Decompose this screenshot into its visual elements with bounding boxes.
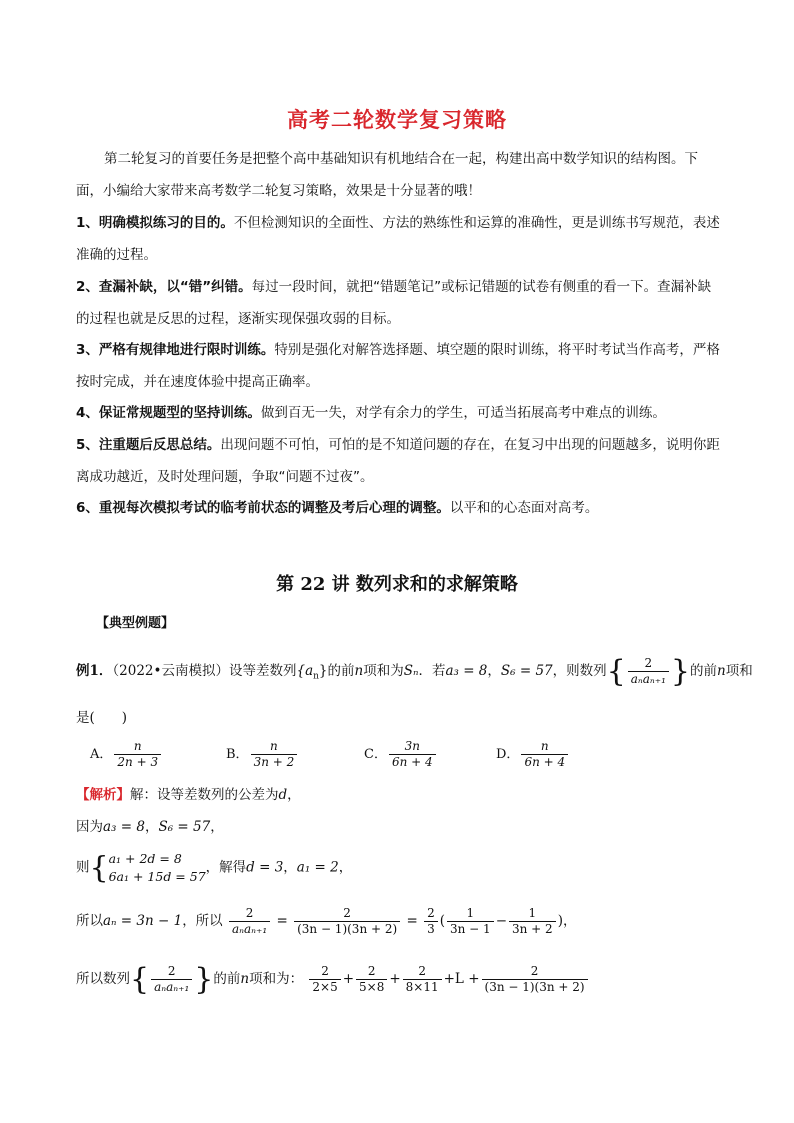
strategy-item-3: [76, 334, 724, 398]
option-a[interactable]: A． $\frac{n}{2n + 3}$: [90, 739, 163, 770]
solution-tag: 【解析】: [76, 787, 130, 803]
q-text: 的前: [690, 663, 718, 679]
item-body: 不但检测知识的全面性、方法的熟练性和运算的准确性，更是训练书写规范，表述准确的过程。: [76, 215, 720, 263]
item-body: 每过一段时间，就把“错题笔记”或标记错题的试卷有侧重的看一下。查漏补缺的过程也就是反思的过程，逐渐实现保强攻弱的目标。: [76, 279, 712, 327]
q-text: }的前: [318, 663, 355, 679]
option-d[interactable]: D． $\frac{n}{6n + 4}$: [496, 739, 570, 770]
item-heading: 4、保证常规题型的坚持训练。: [76, 405, 261, 421]
item-heading: 6、重视每次模拟考试的临考前状态的调整及考后心理的调整。: [76, 500, 450, 516]
strategy-item-2: [76, 271, 724, 335]
equation-system: a₁ + 2d = 8 6a₁ + 15d = 57: [108, 851, 206, 884]
item-body: 出现问题不可怕，可怕的是不知道问题的存在，在复习中出现的问题越多，说明你距离成功越近，及时处理问题，争取“问题不过夜”。: [76, 437, 720, 485]
given-a3: a₃ = 8: [445, 663, 488, 679]
section-heading: 【典型例题】: [96, 616, 175, 631]
q-text: 项和为: [363, 663, 404, 679]
strategy-item-1: [76, 207, 724, 271]
option-b[interactable]: B． $\frac{n}{3n + 2}$: [226, 739, 299, 770]
example-question-cont: 是( ): [76, 710, 128, 726]
item-heading: 3、严格有规律地进行限时训练。: [76, 342, 275, 358]
item-heading: 5、注重题后反思总结。: [76, 437, 221, 453]
item-body: 做到百无一失，对学有余力的学生，可适当拓展高考中难点的训练。: [260, 405, 666, 421]
seq-fraction: $\frac{2}{\text{aₙaₙ₊₁}}$: [628, 656, 669, 687]
var-n: n: [717, 663, 726, 679]
strategy-item-5: [76, 429, 724, 493]
lecture-title: 第 22 讲 数列求和的求解策略: [276, 574, 518, 595]
var-sn: Sₙ: [403, 663, 419, 679]
strategy-item-6: [76, 492, 724, 524]
given-s6: S₆ = 57: [500, 663, 553, 679]
q-text: ，则数列: [552, 663, 607, 679]
intro-paragraph: 第二轮复习的首要任务是把整个高中基础知识有机地结合在一起，构建出高中数学知识的结构图。下面，小编给大家带来高考数学二轮复习策略，效果是十分显著的哦！: [76, 151, 698, 199]
solution-line-2: 因为a₃ = 8，S₆ = 57，: [76, 819, 224, 835]
example-label: 例1．: [76, 663, 113, 679]
option-c[interactable]: C． $\frac{3n}{6n + 4}$: [364, 739, 438, 770]
item-heading: 2、查漏补缺，以“错”纠错。: [76, 279, 252, 295]
solution-line-5: 所以数列{ $\frac{2}{\text{aₙaₙ₊₁}}$ }的前n项和为： $\frac{2}{2\times 5}$ + $\frac{2}{5\times 8}$ + $\frac{2}{8\times 11}$ +L + $\frac{2}{(3n - 1)(3n + 2)}$: [76, 962, 590, 997]
item-heading: 1、明确模拟练习的目的。: [76, 215, 234, 231]
strategy-item-4: [76, 397, 724, 429]
solution-line-3: 则{ a₁ + 2d = 8 6a₁ + 15d = 57 ，解得d = 3，a₁ = 2，: [76, 850, 353, 886]
q-text: 项和: [725, 663, 753, 679]
q-text: ．若: [418, 663, 446, 679]
example-question: 例1．（2022•云南模拟）设等差数列$\{a_n\}$的前n项和为Sₙ．若a₃ = 8，S₆ = 57，则数列{ $\frac{2}{\text{aₙaₙ₊₁}}$ }的前n项和: [76, 654, 753, 689]
var-n: n: [354, 663, 364, 679]
solution-line-4: 所以aₙ = 3n − 1，所以 $\frac{2}{\text{aₙaₙ₊₁}}$ = $\frac{2}{(3n - 1)(3n + 2)}$ = $\frac{2}{3}$ ( $\frac{1}{3n - 1}$ − $\frac{1}{3n + 2}$ )，: [76, 906, 577, 936]
page-title: 高考二轮数学复习策略: [287, 108, 507, 132]
q-text: ，: [487, 663, 501, 679]
example-source: （2022•云南模拟）设等差数列: [112, 663, 297, 679]
item-body: 特别是强化对解答选择题、填空题的限时训练，将平时考试当作高考，严格按时完成，并在速度体验中提高正确率。: [76, 342, 720, 390]
solution-line-1: 【解析】解：设等差数列的公差为d，: [76, 787, 301, 803]
seq-an: {a: [296, 663, 314, 679]
item-body: 以平和的心态面对高考。: [449, 500, 599, 516]
